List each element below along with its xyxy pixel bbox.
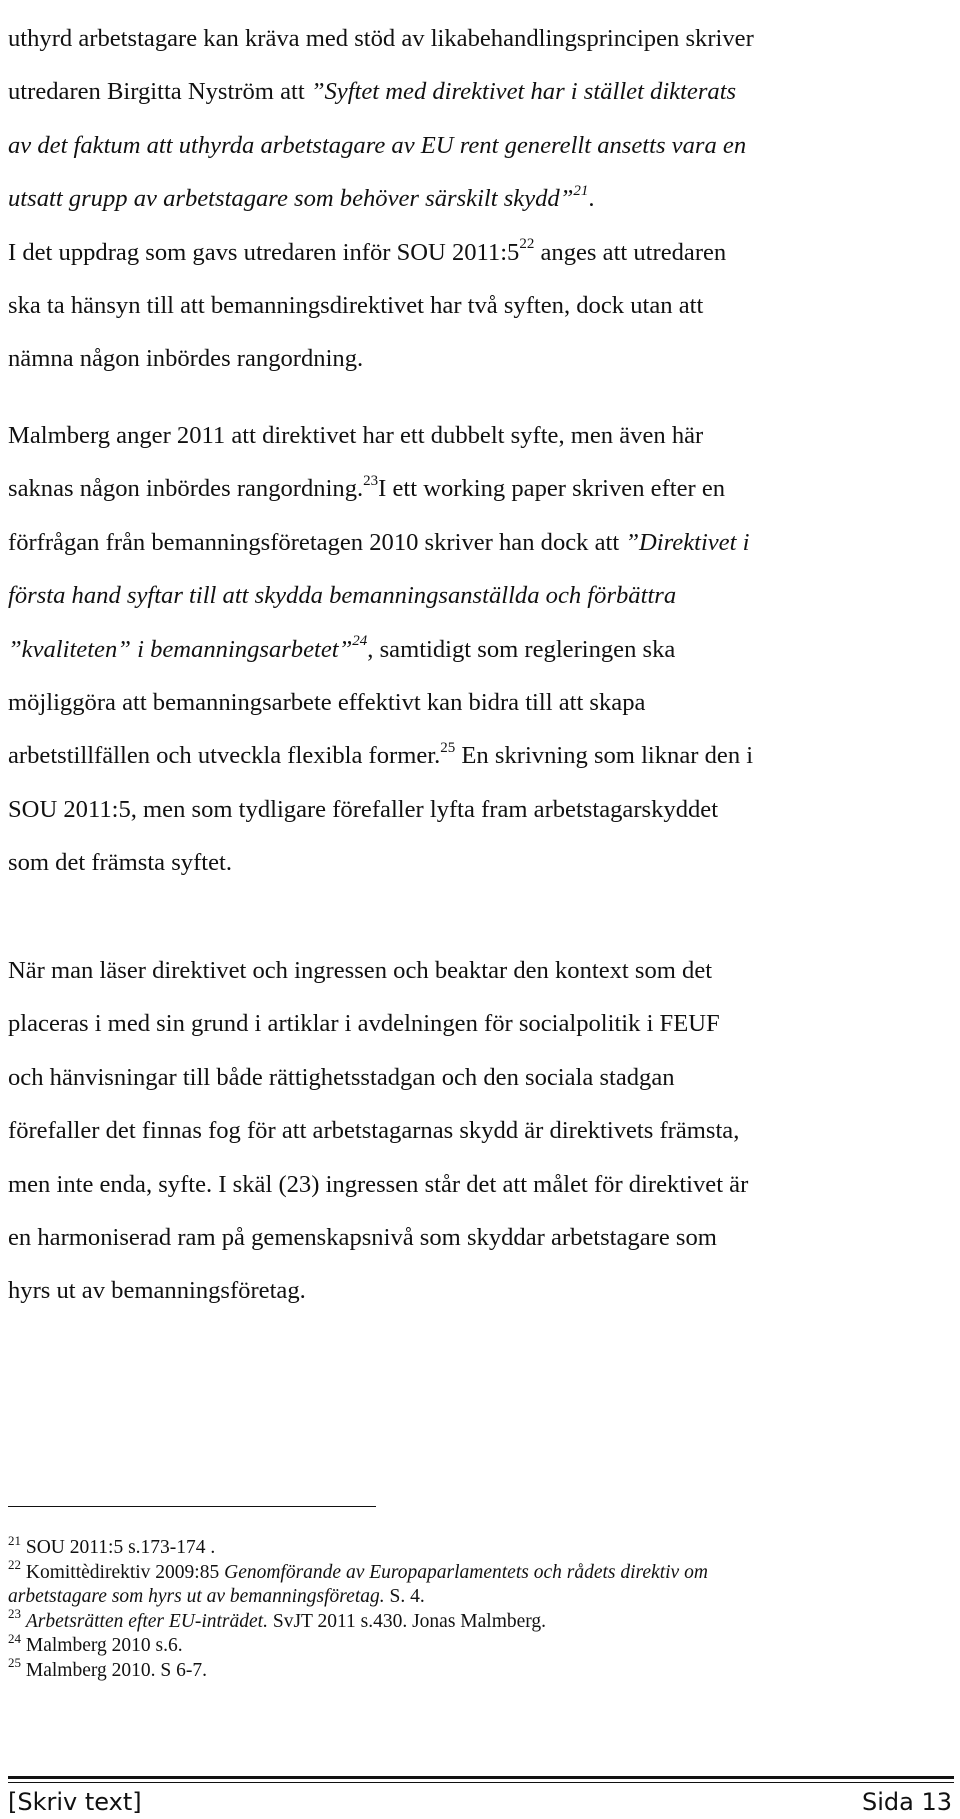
quote-italic: utsatt grupp av arbetstagare som behöver särskilt skydd” <box>8 185 574 213</box>
text-line <box>8 1104 954 1157</box>
text-run: saknas någon inbördes rangordning. <box>8 475 364 503</box>
footnote-ref-24[interactable]: 24 <box>352 633 368 650</box>
quote-italic: första hand syftar till att skydda bemanningsanställda och förbättra <box>8 582 677 610</box>
footnote-separator <box>8 1506 376 1507</box>
text-line <box>8 569 954 622</box>
footnotes <box>8 1532 954 1684</box>
text-run: som det främsta syftet. <box>8 849 233 877</box>
text-line <box>8 1158 954 1211</box>
footnote-ref-23[interactable]: 23 <box>363 473 379 490</box>
text-line <box>8 462 954 515</box>
text-run: En skrivning som liknar den i <box>455 742 754 770</box>
quote-italic: ”kvaliteten” i bemanningsarbetet” <box>8 635 353 663</box>
footnote-number: 23 <box>8 1606 21 1622</box>
text-line <box>8 409 954 462</box>
footer-placeholder-text[interactable]: [Skriv text] <box>8 1788 142 1816</box>
footnote-text: SOU 2011:5 s.173-174 . <box>21 1537 216 1558</box>
footer-rule-thick <box>8 1776 954 1779</box>
footnote-text: SvJT 2011 s.430. Jonas Malmberg. <box>267 1610 547 1632</box>
text-line <box>8 1051 954 1104</box>
text-run: , samtidigt som regleringen ska <box>367 635 676 663</box>
text-line <box>8 997 954 1050</box>
text-run: uthyrd arbetstagare kan kräva med stöd av likabehandlingsprincipen skriver <box>8 25 754 52</box>
paragraph-3 <box>8 944 954 1318</box>
text-line <box>8 944 954 997</box>
text-line <box>8 836 954 889</box>
text-run: hyrs ut av bemanningsföretag. <box>8 1277 306 1305</box>
text-line <box>8 119 954 172</box>
text-line <box>8 623 954 676</box>
text-run: När man läser direktivet och ingressen och beaktar den kontext som det <box>8 957 713 984</box>
text-run: I ett working paper skriven efter en <box>378 475 726 503</box>
footnote-text: S. 4. <box>384 1586 425 1608</box>
footnote-number: 22 <box>8 1557 21 1573</box>
text-run: och hänvisningar till både rättighetsstadgan och den sociala stadgan <box>8 1063 675 1091</box>
footnote-21 <box>8 1532 954 1561</box>
footer-rule-thin <box>8 1782 954 1783</box>
text-run: arbetstillfällen och utveckla flexibla former. <box>8 742 441 770</box>
footnote-number: 21 <box>8 1532 21 1548</box>
quote-italic: ”Direktivet i <box>625 528 750 556</box>
footnote-text: Malmberg 2010. S 6-7. <box>21 1659 207 1681</box>
text-line <box>8 783 954 836</box>
quote-italic: ”Syftet med direktivet har i stället dikterats <box>310 78 737 106</box>
page-footer <box>8 1785 954 1819</box>
text-run: men inte enda, syfte. I skäl (23) ingressen står det att målet för direktivet är <box>8 1170 749 1198</box>
text-run: förfrågan från bemanningsföretagen 2010 skriver han dock att <box>8 528 626 556</box>
footnote-text: Komittèdirektiv 2009:85 <box>21 1561 225 1583</box>
text-run: placeras i med sin grund i artiklar i avdelningen för socialpolitik i FEUF <box>8 1010 720 1038</box>
footnote-title-italic: arbetstagare som hyrs ut av bemanningsföretag. <box>8 1586 385 1608</box>
text-line <box>8 12 954 65</box>
text-run: möjliggöra att bemanningsarbete effektivt kan bidra till att skapa <box>8 688 646 716</box>
paragraph-2 <box>8 409 954 890</box>
footnote-ref-25[interactable]: 25 <box>440 740 456 757</box>
footnote-22-cont <box>8 1585 954 1610</box>
text-run: anges att utredaren <box>534 238 727 266</box>
text-line <box>8 332 954 385</box>
footnote-number: 25 <box>8 1655 21 1671</box>
text-run: I det uppdrag som gavs utredaren inför SOU 2011:5 <box>8 238 520 266</box>
text-line <box>8 65 954 118</box>
text-run: en harmoniserad ram på gemenskapsnivå som skyddar arbetstagare som <box>8 1223 717 1251</box>
text-run: nämna någon inbördes rangordning. <box>8 345 364 373</box>
text-line <box>8 729 954 782</box>
footnote-text: Malmberg 2010 s.6. <box>21 1635 183 1657</box>
footnote-22 <box>8 1557 954 1586</box>
text-line <box>8 1211 954 1264</box>
footnote-25 <box>8 1655 954 1684</box>
quote-italic: av det faktum att uthyrda arbetstagare av EU rent generellt ansetts vara en <box>8 131 747 159</box>
text-line <box>8 226 954 279</box>
footnote-23 <box>8 1606 954 1635</box>
paragraph-1 <box>8 12 954 386</box>
footnote-number: 24 <box>8 1630 21 1646</box>
text-run: utredaren Birgitta Nyström att <box>8 78 311 106</box>
text-line <box>8 516 954 569</box>
footnote-ref-21[interactable]: 21 <box>573 182 589 199</box>
text-run: . <box>588 185 595 213</box>
text-run: SOU 2011:5, men som tydligare förefaller lyfta fram arbetstagarskyddet <box>8 795 719 823</box>
text-run: Malmberg anger 2011 att direktivet har ett dubbelt syfte, men även här <box>8 422 704 449</box>
text-run: ska ta hänsyn till att bemanningsdirektivet har två syften, dock utan att <box>8 291 704 319</box>
footnote-ref-22[interactable]: 22 <box>519 236 535 253</box>
text-line <box>8 279 954 332</box>
text-line <box>8 676 954 729</box>
footnote-24 <box>8 1630 954 1659</box>
text-line <box>8 1264 954 1317</box>
footnote-title-italic: Arbetsrätten efter EU-inträdet. <box>25 1610 268 1632</box>
text-line <box>8 172 954 225</box>
page-number: Sida 13 <box>861 1788 952 1816</box>
footnote-title-italic: Genomförande av Europaparlamentets och rådets direktiv om <box>224 1561 708 1583</box>
text-run: förefaller det finnas fog för att arbetstagarnas skydd är direktivets främsta, <box>8 1117 740 1145</box>
